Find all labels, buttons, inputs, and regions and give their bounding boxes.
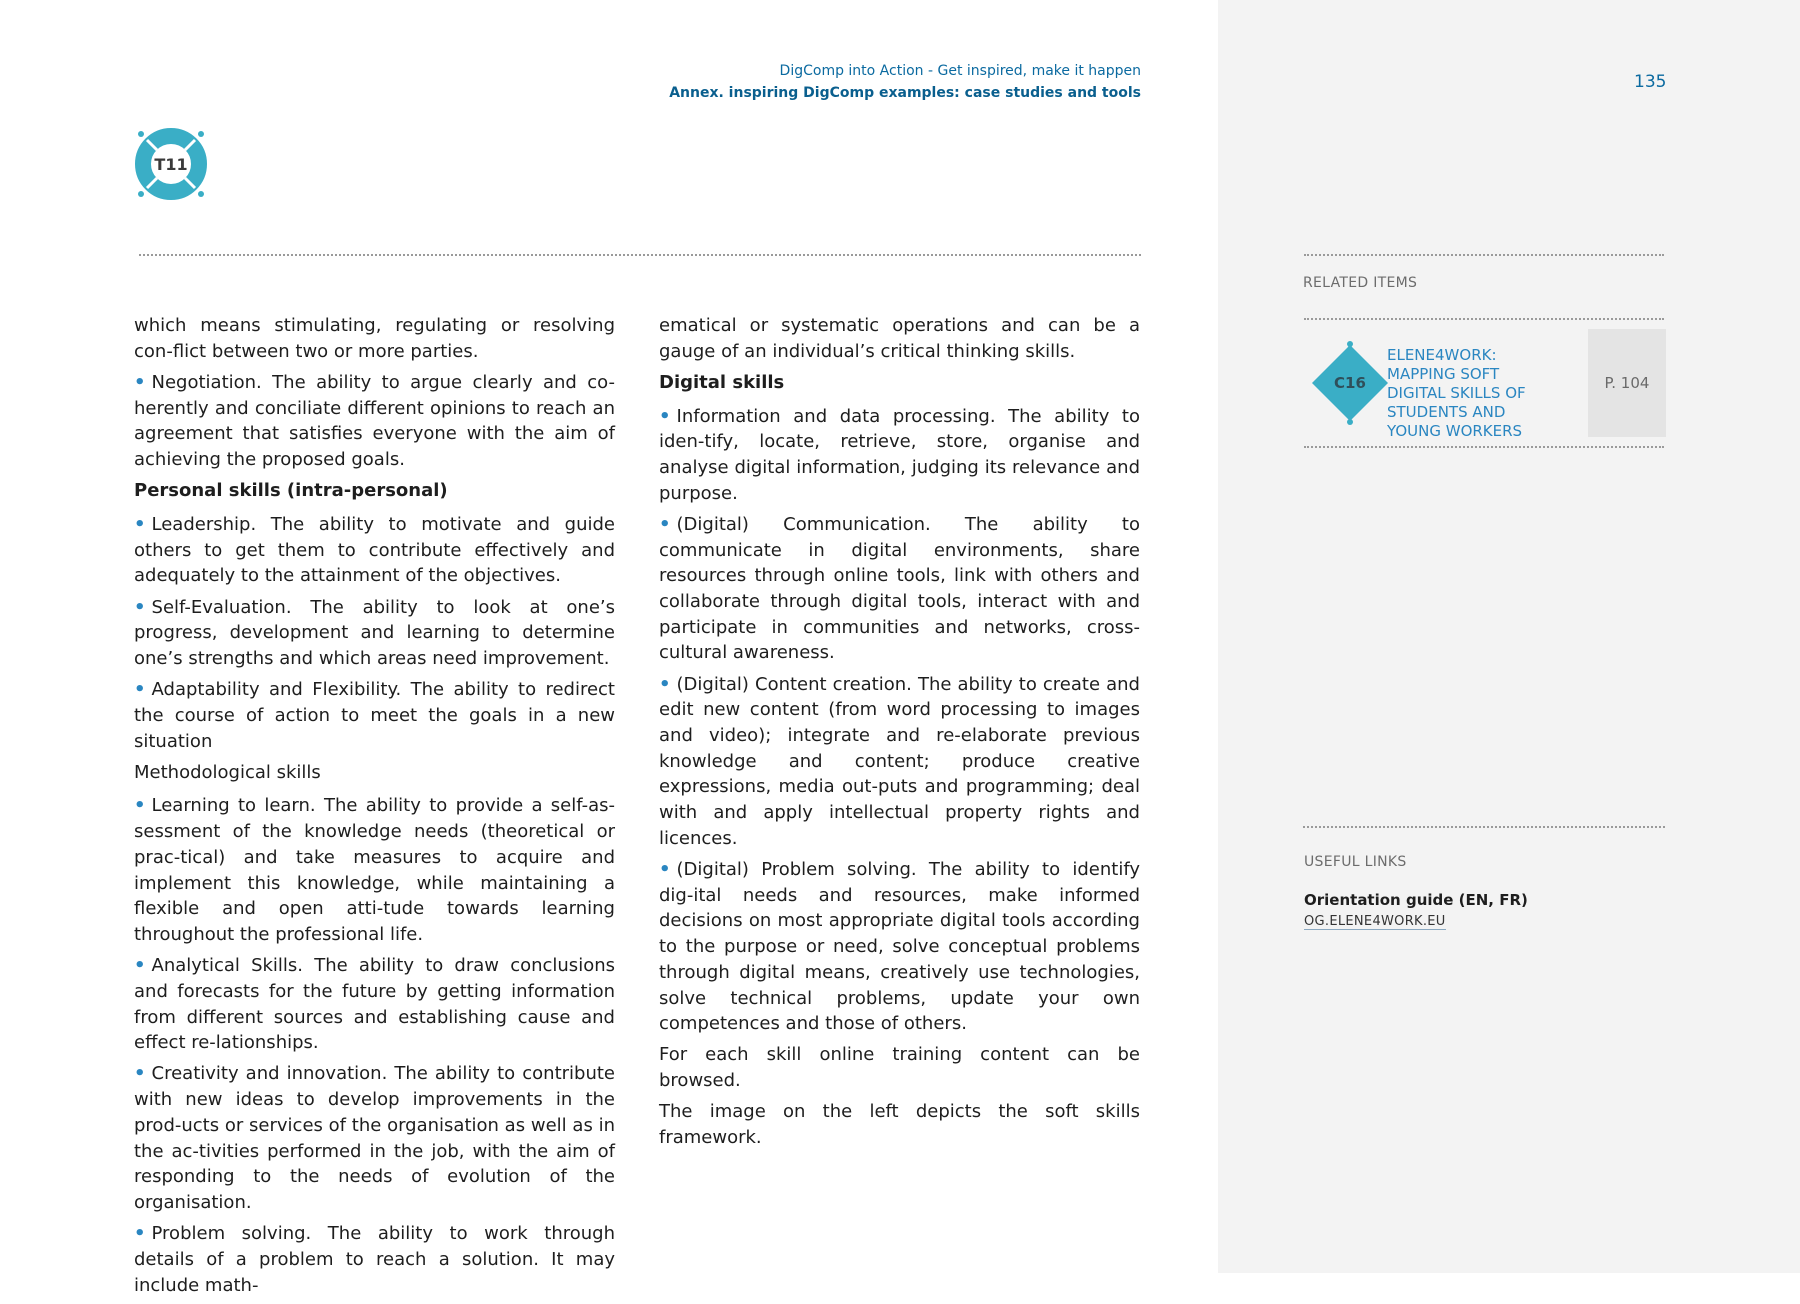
bullet-icon: •	[659, 513, 671, 535]
list-item: • Problem solving. The ability to work through details of a problem to reach a solution. It may include math-	[134, 1223, 615, 1296]
list-item: • Leadership. The ability to motivate and guide others to get them to contribute effectively and adequately to the attainment of the objectives.	[134, 513, 615, 587]
running-header	[669, 60, 1141, 104]
bullet-icon: •	[134, 596, 146, 618]
useful-link-title: Orientation guide (EN, FR)	[1304, 891, 1528, 909]
list-item: • (Digital) Problem solving. The ability to identify dig-ital needs and resources, make informed decisions on most appropriate digital tools according to the purpose or need, solve conceptual problems through digital means, creatively use technologies, solve technical problems, update your own competences and those of others.	[659, 859, 1140, 1035]
header-divider	[139, 254, 1141, 256]
tool-badge	[133, 126, 209, 202]
case-study-code: C16	[1334, 374, 1366, 392]
paragraph: The image on the left depicts the soft skills framework.	[659, 1101, 1140, 1149]
bullet-icon: •	[659, 405, 671, 427]
right-column	[659, 313, 1140, 1156]
sidebar-divider	[1304, 318, 1664, 320]
bullet-icon: •	[134, 1223, 146, 1245]
useful-links-label: USEFUL LINKS	[1304, 854, 1407, 870]
bullet-icon: •	[134, 513, 146, 535]
related-items-label: RELATED ITEMS	[1303, 275, 1418, 291]
related-item-card[interactable]	[1303, 329, 1666, 440]
paragraph: ematical or systematic operations and can be a gauge of an individual’s critical thinking skills.	[659, 315, 1140, 362]
related-item-title[interactable]: ELENE4WORK: MAPPING SOFT DIGITAL SKILLS OF STUDENTS AND YOUNG WORKERS	[1387, 346, 1526, 440]
bullet-icon: •	[134, 679, 146, 701]
related-item-page[interactable]: P. 104	[1588, 329, 1666, 437]
paragraph: For each skill online training content can be browsed.	[659, 1044, 1140, 1092]
sidebar-background	[1218, 0, 1800, 1273]
list-item: • Information and data processing. The ability to iden-tify, locate, retrieve, store, organise and analyse digital information, judging its relevance and purpose.	[659, 405, 1140, 504]
bullet-icon: •	[659, 859, 671, 881]
bullet-icon: •	[134, 371, 146, 393]
section-heading: Methodological skills	[134, 761, 321, 783]
header-subtitle: Annex. inspiring DigComp examples: case studies and tools	[669, 85, 1141, 101]
section-heading: Personal skills (intra-personal)	[134, 480, 448, 502]
useful-link-url[interactable]: OG.ELENE4WORK.EU	[1304, 914, 1446, 929]
section-heading: Digital skills	[659, 371, 785, 393]
sidebar-divider	[1304, 254, 1664, 256]
list-item: • Creativity and innovation. The ability to contribute with new ideas to develop improvements in the prod-ucts or services of the organisation as well as in the ac-tivities performed in the job, with the aim of responding to the needs of evolution of the organisation.	[134, 1063, 615, 1213]
list-item: • (Digital) Communication. The ability to communicate in digital environments, share resources through online tools, link with others and collaborate through digital tools, interact with and participate in communities and networks, cross-cultural awareness.	[659, 513, 1140, 664]
list-item: • Adaptability and Flexibility. The ability to redirect the course of action to meet the goals in a new situation	[134, 679, 615, 752]
sidebar-divider	[1304, 446, 1664, 448]
list-item: • Learning to learn. The ability to provide a self-as-sessment of the knowledge needs (theoretical or prac-tical) and take measures to acquire and implement this knowledge, while maintaining a flexible and open atti-tude towards learning throughout the professional life.	[134, 795, 615, 945]
bullet-icon: •	[134, 955, 146, 977]
list-item: • Negotiation. The ability to argue clearly and co-herently and conciliate different opinions to reach an agreement that satisfies everyone with the aim of achieving the proposed goals.	[134, 371, 615, 471]
sidebar-divider	[1303, 826, 1665, 828]
page-number: 135	[1634, 72, 1667, 92]
left-column	[134, 313, 615, 1304]
bullet-icon: •	[134, 795, 146, 817]
list-item: • Self-Evaluation. The ability to look at one’s progress, development and learning to determine one’s strengths and which areas need improvement.	[134, 596, 615, 669]
tool-code: T11	[154, 154, 188, 174]
header-title: DigComp into Action - Get inspired, make it happen	[779, 63, 1141, 79]
bullet-icon: •	[134, 1063, 146, 1085]
paragraph: which means stimulating, regulating or resolving con-flict between two or more parties.	[134, 315, 615, 362]
bullet-icon: •	[659, 673, 671, 695]
list-item: • (Digital) Content creation. The ability to create and edit new content (from word processing to images and video); integrate and re-elaborate previous knowledge and content; produce creative expressions, media out-puts and programming; deal with and apply intellectual property rights and licences.	[659, 673, 1140, 849]
list-item: • Analytical Skills. The ability to draw conclusions and forecasts for the future by getting information from different sources and establishing cause and effect re-lationships.	[134, 955, 615, 1054]
